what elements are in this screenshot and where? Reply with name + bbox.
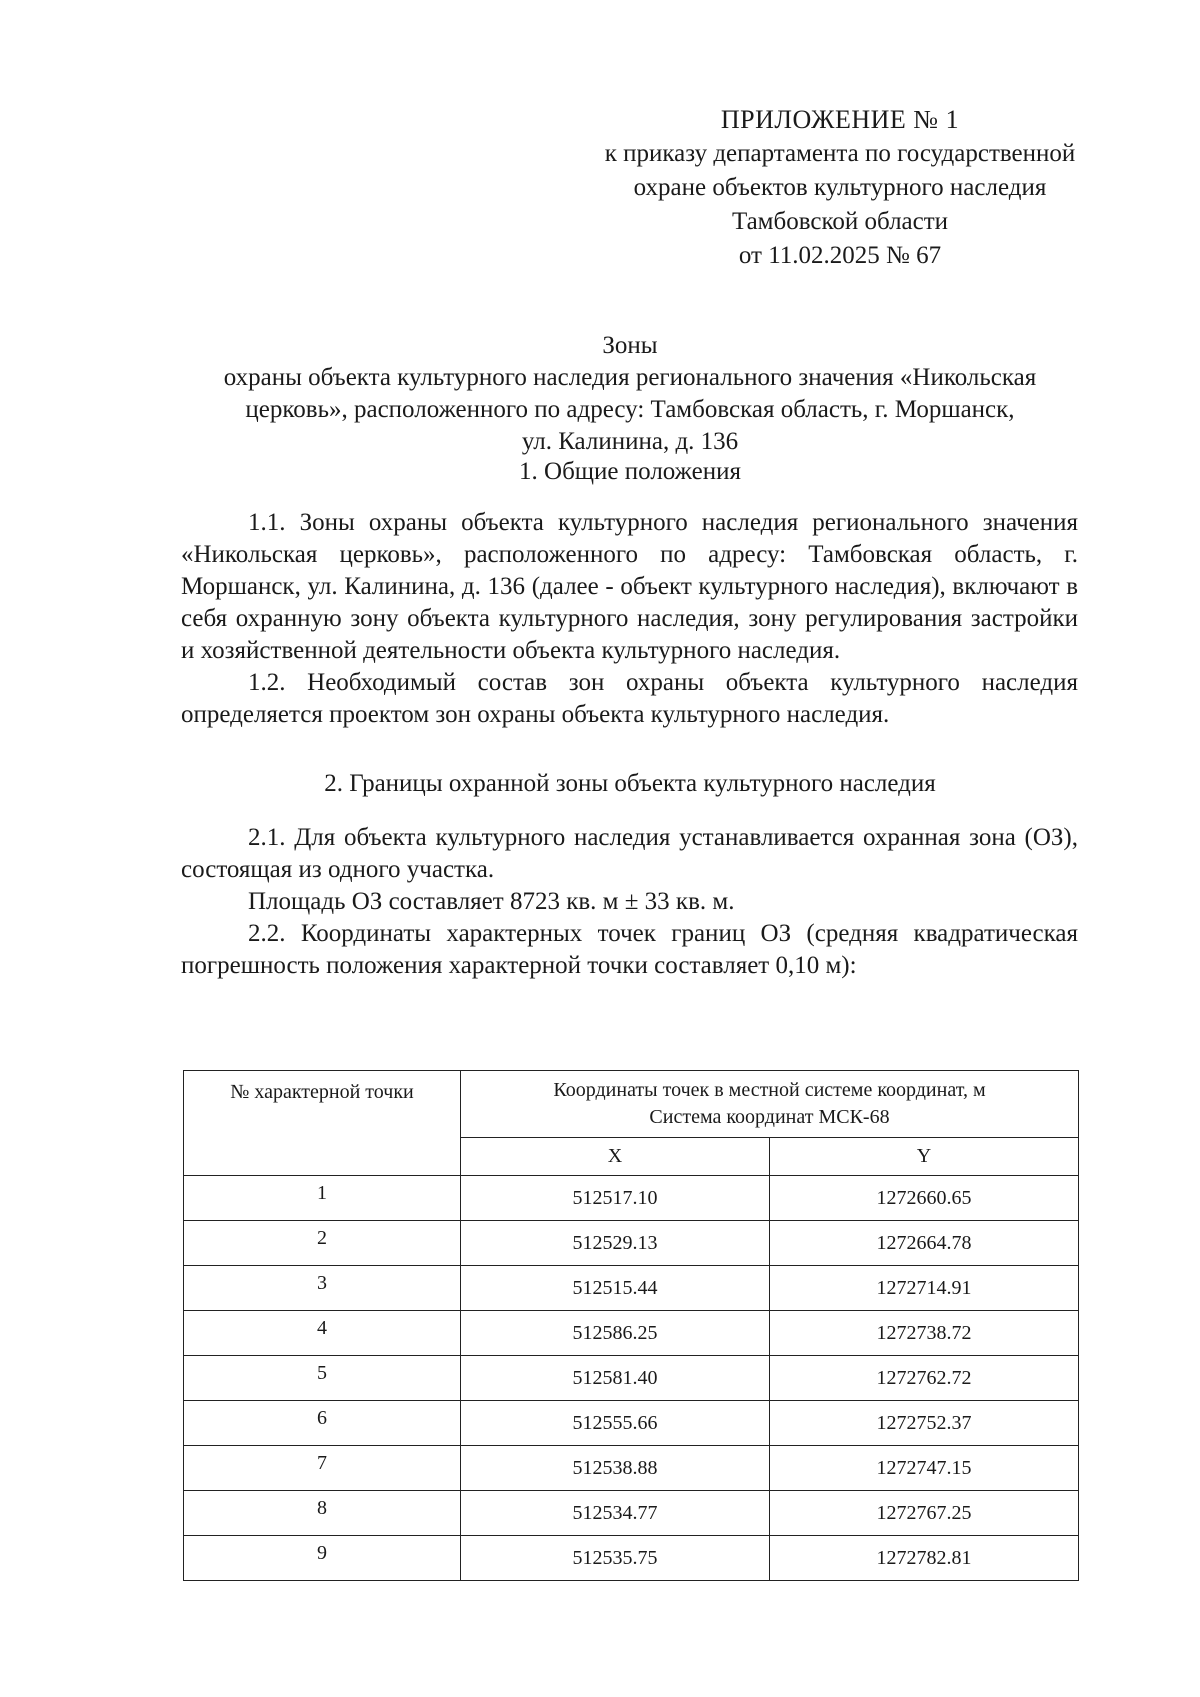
- x-coordinate-cell: 512515.44: [461, 1266, 770, 1311]
- point-number-cell: 7: [184, 1446, 461, 1491]
- title-line: ул. Калинина, д. 136: [521, 428, 739, 455]
- section-2-body: [181, 822, 1078, 982]
- title-line: Зоны: [602, 332, 658, 359]
- y-coordinate-cell: 1272762.72: [770, 1356, 1079, 1401]
- table-row: [184, 1356, 1079, 1401]
- column-header-point-number: № характерной точки: [184, 1071, 461, 1176]
- table-row: [184, 1176, 1079, 1221]
- paragraph-1-2: 1.2. Необходимый состав зон охраны объекта культурного наследия определяется проектом зон охраны объекта культурного наследия.: [181, 669, 1078, 728]
- x-coordinate-cell: 512517.10: [461, 1176, 770, 1221]
- x-coordinate-cell: 512586.25: [461, 1311, 770, 1356]
- title-line: церковь», расположенного по адресу: Тамбовская область, г. Моршанск,: [245, 396, 1015, 423]
- x-coordinate-cell: 512581.40: [461, 1356, 770, 1401]
- appendix-line: Тамбовской области: [731, 208, 949, 235]
- title-line: охраны объекта культурного наследия регионального значения «Никольская: [223, 364, 1037, 391]
- y-coordinate-cell: 1272660.65: [770, 1176, 1079, 1221]
- appendix-line: к приказу департамента по государственной: [604, 140, 1076, 167]
- document-title: [180, 330, 1080, 458]
- table-row: [184, 1221, 1079, 1266]
- x-coordinate-cell: 512535.75: [461, 1536, 770, 1581]
- coordinate-system-label: Система координат МСК-68: [649, 1106, 890, 1128]
- paragraph-2-1: 2.1. Для объекта культурного наследия устанавливается охранная зона (ОЗ), состоящая из одного участка.: [181, 824, 1078, 883]
- appendix-line: охране объектов культурного наследия: [633, 174, 1047, 201]
- appendix-block: [540, 103, 1140, 273]
- y-coordinate-cell: 1272782.81: [770, 1536, 1079, 1581]
- column-header-x: X: [461, 1138, 770, 1176]
- coordinates-header-line: Координаты точек в местной системе координат, м: [553, 1079, 986, 1101]
- paragraph-2-area: Площадь ОЗ составляет 8723 кв. м ± 33 кв. м.: [248, 888, 735, 915]
- paragraph-2-2: 2.2. Координаты характерных точек границ ОЗ (средняя квадратическая погрешность положения характерной точки составляет 0,10 м):: [181, 920, 1078, 979]
- coordinates-table: [183, 1070, 1079, 1581]
- y-coordinate-cell: 1272767.25: [770, 1491, 1079, 1536]
- point-number-cell: 6: [184, 1401, 461, 1446]
- appendix-heading: ПРИЛОЖЕНИЕ № 1: [720, 105, 960, 134]
- section-1-heading: 1. Общие положения: [519, 458, 741, 485]
- y-coordinate-cell: 1272664.78: [770, 1221, 1079, 1266]
- coordinates-table-body: [184, 1176, 1079, 1581]
- point-number-cell: 1: [184, 1176, 461, 1221]
- x-coordinate-cell: 512538.88: [461, 1446, 770, 1491]
- x-coordinate-cell: 512555.66: [461, 1401, 770, 1446]
- point-number-cell: 2: [184, 1221, 461, 1266]
- table-row: [184, 1311, 1079, 1356]
- table-row: [184, 1491, 1079, 1536]
- point-number-cell: 8: [184, 1491, 461, 1536]
- point-number-cell: 4: [184, 1311, 461, 1356]
- y-coordinate-cell: 1272747.15: [770, 1446, 1079, 1491]
- point-number-cell: 9: [184, 1536, 461, 1581]
- column-header-y: Y: [770, 1138, 1079, 1176]
- y-coordinate-cell: 1272752.37: [770, 1401, 1079, 1446]
- point-number-cell: 5: [184, 1356, 461, 1401]
- column-header-coordinates: [461, 1071, 1079, 1138]
- table-row: [184, 1446, 1079, 1491]
- x-coordinate-cell: 512534.77: [461, 1491, 770, 1536]
- y-coordinate-cell: 1272738.72: [770, 1311, 1079, 1356]
- x-coordinate-cell: 512529.13: [461, 1221, 770, 1266]
- section-1-body: [181, 507, 1078, 731]
- table-row: [184, 1266, 1079, 1311]
- paragraph-1-1: 1.1. Зоны охраны объекта культурного наследия регионального значения «Никольская церковь», расположенного по адресу: Тамбовская область, г. Моршанск, ул. Калинина, д. 136 (далее - объект культурного наследия), включают в себя охранную зону объекта культурного наследия, зону регулирования застройки и хозяйственной деятельности объекта культурного наследия.: [181, 509, 1078, 664]
- section-2-heading: 2. Границы охранной зоны объекта культурного наследия: [324, 770, 936, 797]
- table-row: [184, 1401, 1079, 1446]
- appendix-date: от 11.02.2025 № 67: [738, 242, 942, 269]
- point-number-cell: 3: [184, 1266, 461, 1311]
- table-row: [184, 1536, 1079, 1581]
- y-coordinate-cell: 1272714.91: [770, 1266, 1079, 1311]
